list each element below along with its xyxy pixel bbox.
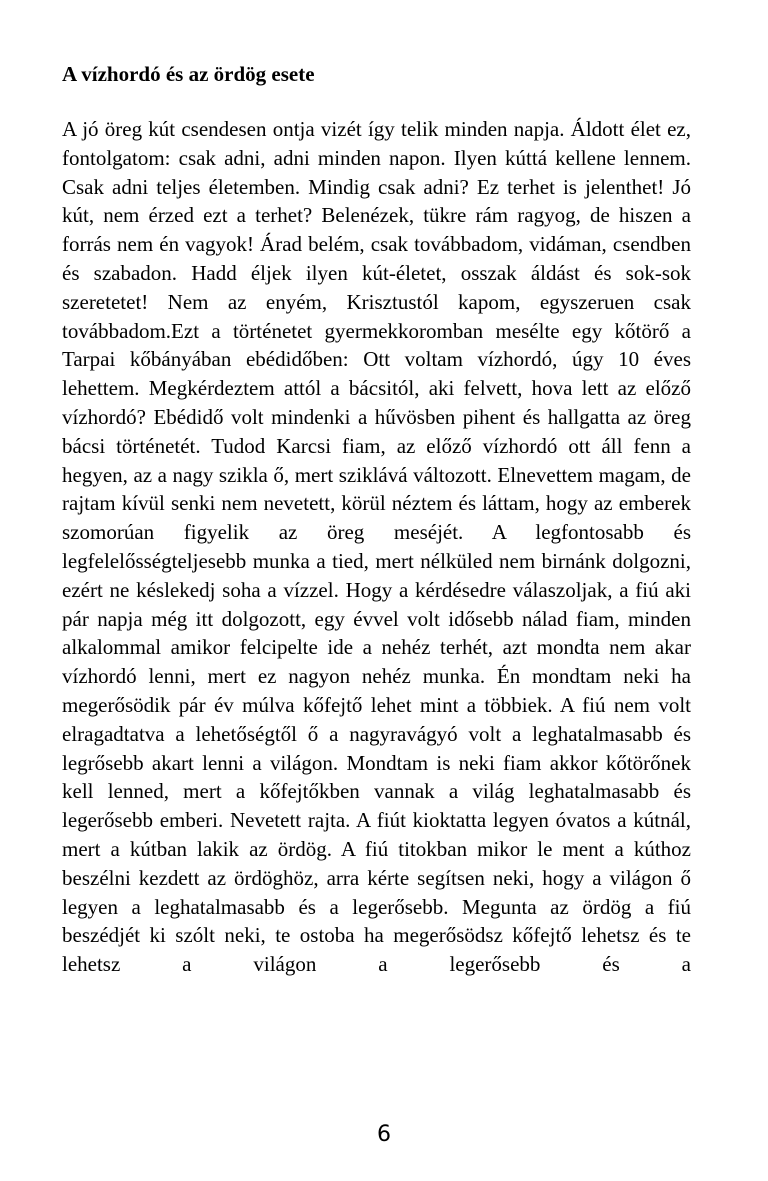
body-paragraph: A jó öreg kút csendesen ontja vizét így telik minden napja. Áldott élet ez, fontolgatom: csak adni, adni minden napon. Ilyen kúttá kellene lennem. Csak adni teljes életemben. Mindig csak adni? Ez terhet is jelenthet! Jó kút, nem érzed ezt a terhet? Belenézek, tükre rám ragyog, de hiszen a forrás nem én vagyok! Árad belém, csak továbbadom, vidáman, csendben és szabadon. Hadd éljek ilyen kút-életet, osszak áldást és sok-sok szeretetet! Nem az enyém, Krisztustól kapom, egyszeruen csak továbbadom.Ezt a történetet gyermekkoromban mesélte egy kőtörő a Tarpai kőbányában ebédidőben: Ott voltam vízhordó, úgy 10 éves lehettem. Megkérdeztem attól a bácsitól, aki felvett, hova lett az előző vízhordó? Ebédidő volt mindenki a hűvösben pihent és hallgatta az öreg bácsi történetét. Tudod Karcsi fiam, az előző vízhordó ott áll fenn a hegyen, az a nagy szikla ő, mert sziklává változott. Elnevettem magam, de rajtam kívül senki nem nevetett, körül néztem és láttam, hogy az emberek szomorúan figyelik az öreg meséjét. A legfontosabb és legfelelősségteljesebb munka a tied, mert nélküled nem birnánk dolgozni, ezért ne késlekedj soha a vízzel. Hogy a kérdésedre válaszoljak, a fiú aki pár napja még itt dolgozott, egy évvel volt idősebb nálad fiam, minden alkalommal amikor felcipelte ide a nehéz terhét, azt mondta nem akar vízhordó lenni, mert ez nagyon nehéz munka. Én mondtam neki ha megerősödik pár év múlva kőfejtő lehet mint a többiek. A fiú nem volt elragadtatva a lehetőségtől ő a nagyravágyó volt a leghatalmasabb és legrősebb akart lenni a világon. Mondtam is neki fiam akkor kőtörőnek kell lenned, mert a kőfejtőkben vannak a világ leghatalmasabb és legerősebb emberi. Nevetett rajta. A fiút kioktatta legyen óvatos a kútnál, mert a kútban lakik az ördög. A fiú titokban mikor le ment a kúthoz beszélni kezdett az ördöghöz, arra kérte segítsen neki, hogy a világon ő legyen a leghatalmasabb és a legerősebb. Megunta az ördög a fiú beszédjét ki szólt neki, te ostoba ha megerősödsz kőfejtő lehetsz és te lehetsz a világon a legerősebb és a	[62, 117, 691, 977]
chapter-title: A vízhordó és az ördög esete	[62, 62, 315, 86]
page-number: 6	[377, 1122, 391, 1147]
